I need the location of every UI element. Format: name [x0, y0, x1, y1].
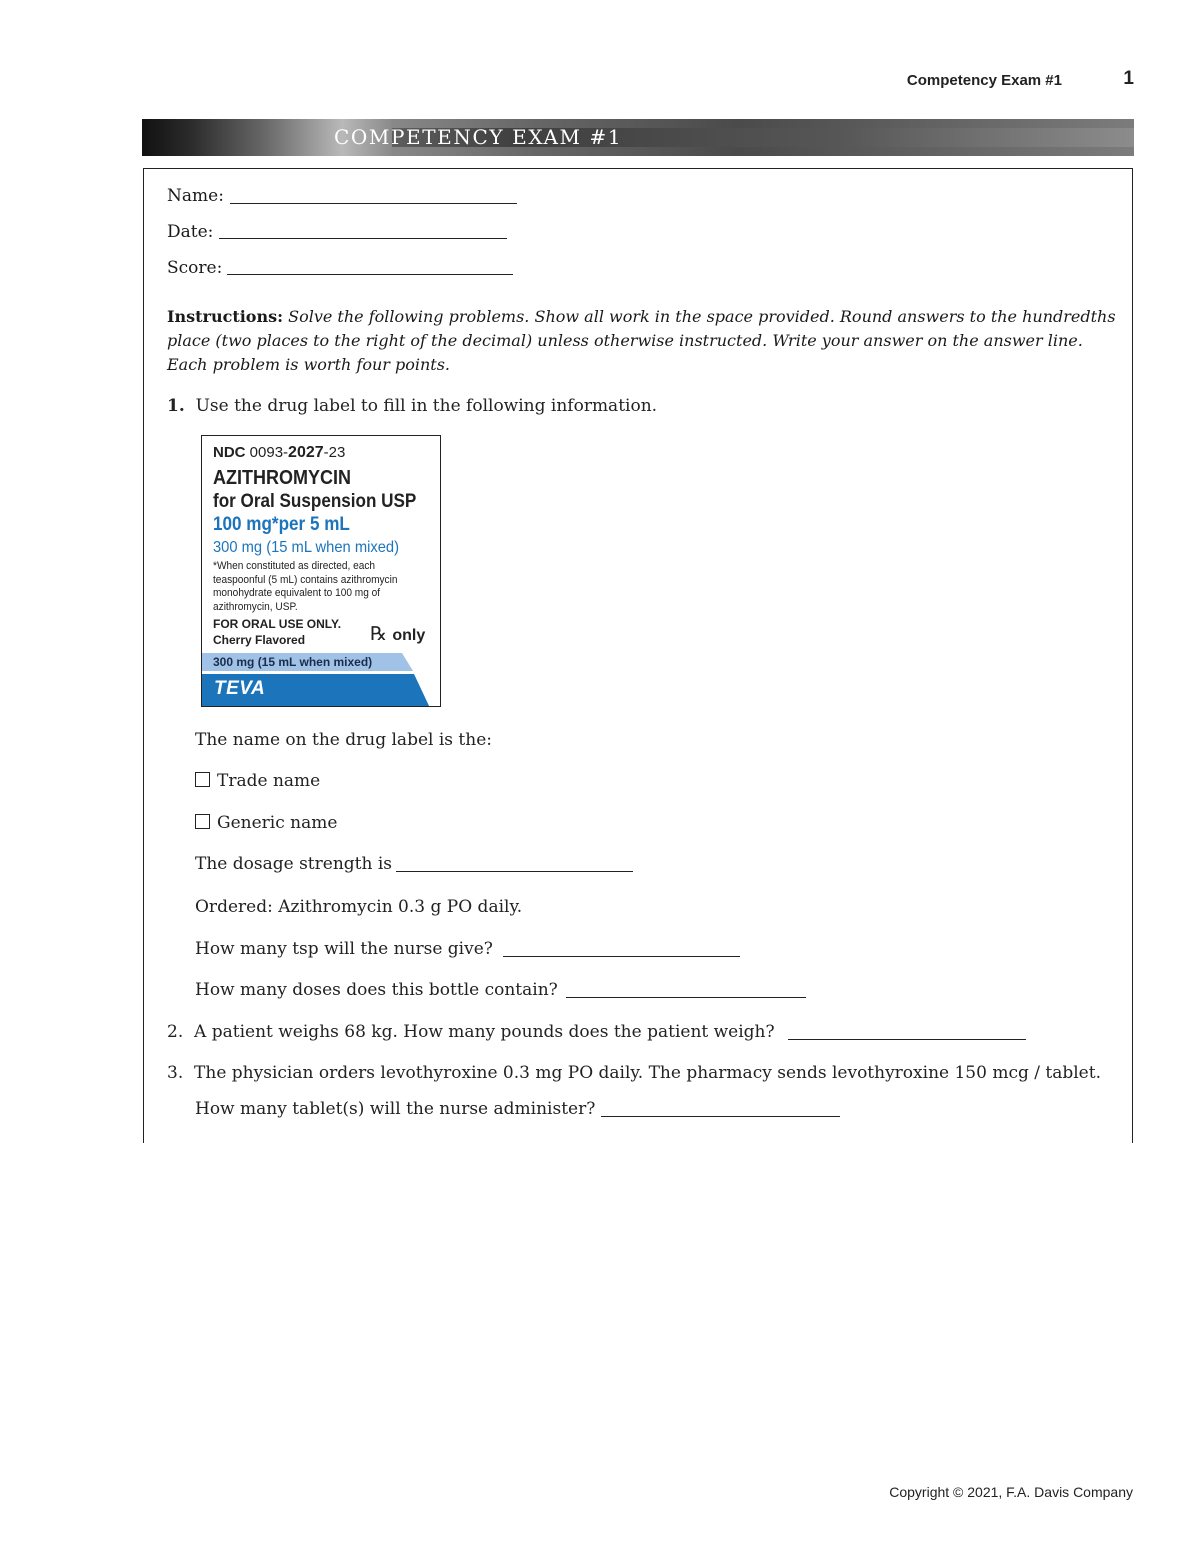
name-label: Name:	[167, 186, 224, 206]
dosage-strength-answer-line[interactable]	[396, 871, 633, 872]
tsp-question: How many tsp will the nurse give?	[195, 939, 493, 959]
question-2-text: A patient weighs 68 kg. How many pounds does the patient weigh?	[194, 1022, 775, 1042]
drug-label-note: *When constituted as directed, each teaspoonful (5 mL) contains azithromycin monohydrate equivalent to 100 mg of azithromycin, USP.	[213, 560, 398, 613]
score-label: Score:	[167, 258, 223, 278]
question-1	[167, 396, 657, 416]
question-1-number: 1.	[167, 396, 185, 416]
option-trade-name[interactable]	[195, 771, 320, 791]
drug-label-strength: 100 mg*per 5 mL	[213, 514, 350, 535]
option-generic-label: Generic name	[217, 813, 338, 833]
question-3-text: The physician orders levothyroxine 0.3 mg PO daily. The pharmacy sends levothyroxine 150 mcg / tablet.	[194, 1063, 1101, 1083]
checkbox-trade-name[interactable]	[195, 772, 210, 787]
name-question: The name on the drug label is the:	[195, 730, 492, 750]
rx-only: ℞ only	[370, 623, 426, 645]
instructions-lead: Instructions:	[167, 307, 284, 326]
drug-label-ndc: NDC 0093-2027-23	[213, 444, 346, 461]
ordered-statement: Ordered: Azithromycin 0.3 g PO daily.	[195, 897, 523, 917]
question-2-answer-line[interactable]	[788, 1039, 1026, 1040]
instructions-text: Solve the following problems. Show all work in the space provided. Round answers to the hundredths place (two places to the right of the decimal) unless otherwise instructed. Write your answer on the answer line. Each problem is worth four points.	[167, 307, 1116, 374]
question-3-tablets: How many tablet(s) will the nurse administer?	[195, 1099, 596, 1119]
doses-answer-line[interactable]	[566, 997, 806, 998]
dosage-strength-question: The dosage strength is	[195, 854, 392, 874]
doses-question: How many doses does this bottle contain?	[195, 980, 558, 1000]
page-number: 1	[1123, 68, 1134, 89]
option-generic-name[interactable]	[195, 813, 337, 833]
rx-icon: ℞	[370, 623, 388, 645]
teva-logo: TEVA	[214, 678, 266, 699]
section-banner	[142, 119, 1134, 156]
drug-label-name: AZITHROMYCIN	[213, 467, 351, 489]
question-3	[167, 1063, 1101, 1083]
question-1-text: Use the drug label to fill in the following information.	[195, 396, 658, 416]
drug-label-form: for Oral Suspension USP	[213, 491, 417, 512]
instructions	[167, 305, 1117, 377]
tsp-answer-line[interactable]	[503, 956, 740, 957]
running-header-title: Competency Exam #1	[906, 72, 1062, 89]
drug-label-oral-use: FOR ORAL USE ONLY.	[213, 617, 342, 631]
date-label: Date:	[167, 222, 214, 242]
drug-label	[201, 435, 441, 707]
checkbox-generic-name[interactable]	[195, 814, 210, 829]
question-3-number: 3.	[167, 1063, 184, 1083]
drug-label-total: 300 mg (15 mL when mixed)	[213, 539, 399, 556]
option-trade-label: Trade name	[217, 771, 321, 791]
question-2	[167, 1022, 775, 1042]
drug-label-band-text: 300 mg (15 mL when mixed)	[213, 655, 373, 669]
date-answer-line[interactable]	[219, 238, 507, 239]
copyright: Copyright © 2021, F.A. Davis Company	[889, 1484, 1133, 1500]
drug-label-flavor: Cherry Flavored	[213, 633, 306, 647]
score-answer-line[interactable]	[227, 274, 513, 275]
question-2-number: 2.	[167, 1022, 184, 1042]
name-answer-line[interactable]	[230, 203, 517, 204]
question-3-answer-line[interactable]	[601, 1116, 840, 1117]
banner-title: COMPETENCY EXAM #1	[334, 125, 623, 149]
